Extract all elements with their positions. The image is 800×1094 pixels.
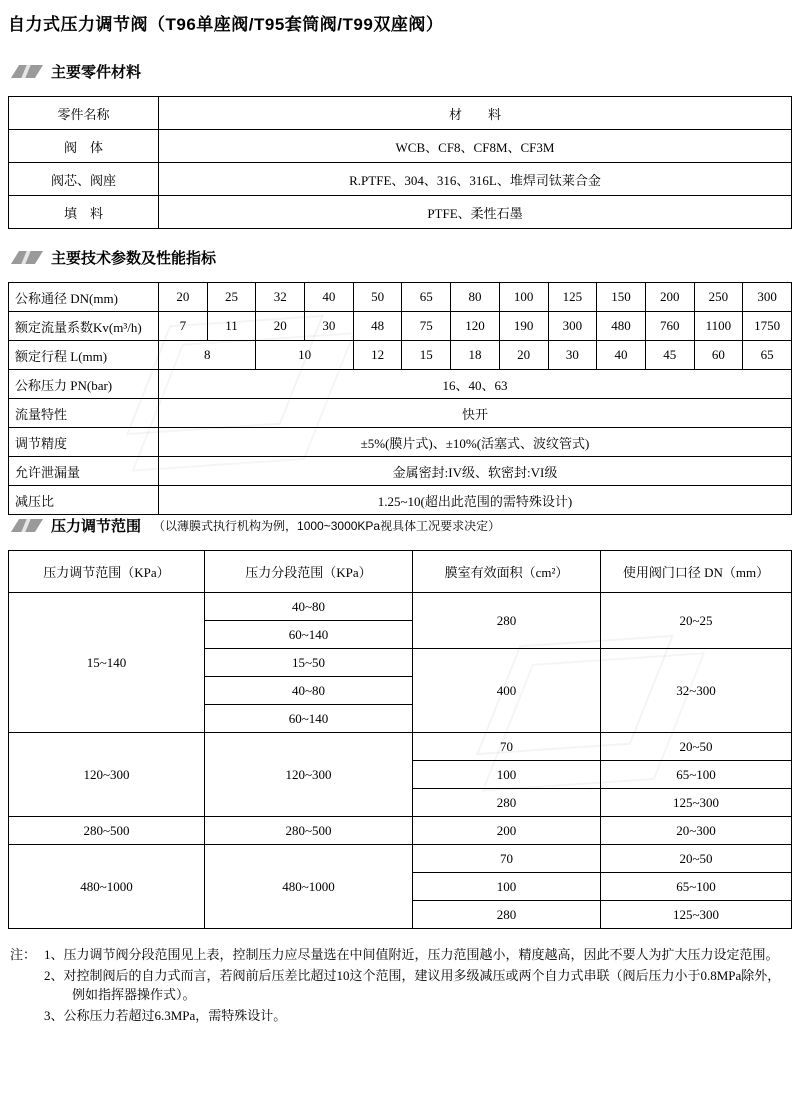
table-cell: PTFE、柔性石墨 [159,196,792,229]
table-cell: WCB、CF8、CF8M、CF3M [159,130,792,163]
table-cell: 1.25~10(超出此范围的需特殊设计) [159,486,792,515]
table-cell: 200 [645,283,694,312]
table-cell: 280~500 [205,817,413,845]
table-cell: 125 [548,283,597,312]
row-label: 额定行程 L(mm) [9,341,159,370]
table-cell: 1100 [694,312,743,341]
table-cell: 20~50 [601,845,792,873]
pressure-range-table [8,550,792,929]
notes-prefix: 注： [10,947,37,962]
table-cell: 40~80 [205,593,413,621]
table-cell: 125~300 [601,789,792,817]
column-header-diaphragm-area: 膜室有效面积（cm²） [413,551,601,593]
table-cell: 8 [159,341,256,370]
table-cell: 150 [597,283,646,312]
table-row [9,457,792,486]
table-cell: 60~140 [205,705,413,733]
table-cell: 60 [694,341,743,370]
column-header-part: 零件名称 [9,97,159,130]
table-cell: 50 [353,283,402,312]
materials-table [8,96,792,229]
column-header-adjust-range: 压力调节范围（KPa） [9,551,205,593]
table-cell: 100 [413,873,601,901]
row-label: 阀 体 [9,130,159,163]
table-cell: 15~50 [205,649,413,677]
table-cell: 200 [413,817,601,845]
table-cell: 20~300 [601,817,792,845]
table-cell: 480~1000 [205,845,413,929]
table-row [9,845,792,873]
section-title-tech: 主要技术参数及性能指标 [51,250,217,267]
table-cell: 15 [402,341,451,370]
row-label: 调节精度 [9,428,159,457]
table-cell: 20 [499,341,548,370]
table-cell: 1750 [743,312,792,341]
table-cell: 65~100 [601,873,792,901]
table-cell: 280 [413,901,601,929]
table-cell: 60~140 [205,621,413,649]
row-label: 公称压力 PN(bar) [9,370,159,399]
section-heading-materials [10,61,792,82]
row-label: 阀芯、阀座 [9,163,159,196]
table-cell: 25 [207,283,256,312]
row-label: 额定流量系数Kv(m³/h) [9,312,159,341]
table-cell: 12 [353,341,402,370]
table-row [9,341,792,370]
table-cell: 120~300 [9,733,205,817]
section-title-materials: 主要零件材料 [51,64,142,81]
table-cell: 300 [743,283,792,312]
table-header-row [9,97,792,130]
row-label: 填 料 [9,196,159,229]
table-cell: 32~300 [601,649,792,733]
table-cell: 280~500 [9,817,205,845]
note-item: 1、压力调节阀分段范围见上表，控制压力应尽量选在中间值附近，压力范围越小，精度越高，因此不要人为扩大压力设定范围。 [44,947,779,962]
table-row [9,428,792,457]
table-cell: 32 [256,283,305,312]
table-cell: 120~300 [205,733,413,817]
table-cell: 100 [499,283,548,312]
table-row [9,130,792,163]
note-item: 2、对控制阀后的自力式而言，若阀前后压差比超过10这个范围，建议用多级减压或两个自力式串联（阀后压力小于0.8MPa除外，例如指挥器操作式）。 [44,968,781,1002]
table-row [9,817,792,845]
table-cell: 125~300 [601,901,792,929]
table-cell: 30 [548,341,597,370]
row-label: 公称通径 DN(mm) [9,283,159,312]
table-cell: 快开 [159,399,792,428]
section-marker-icon [11,65,43,78]
table-cell: 480 [597,312,646,341]
table-row [9,399,792,428]
column-header-valve-dn: 使用阀门口径 DN（mm） [601,551,792,593]
table-cell: 40 [305,283,354,312]
table-cell: 10 [256,341,353,370]
page-title: 自力式压力调节阀（T96单座阀/T95套筒阀/T99双座阀） [8,15,444,34]
table-row [9,370,792,399]
table-cell: 190 [499,312,548,341]
table-cell: 48 [353,312,402,341]
table-cell: 400 [413,649,601,733]
table-row [9,486,792,515]
table-cell: 100 [413,761,601,789]
table-cell: 75 [402,312,451,341]
table-cell: 20 [256,312,305,341]
table-row [9,283,792,312]
row-label: 减压比 [9,486,159,515]
column-header-segment-range: 压力分段范围（KPa） [205,551,413,593]
table-cell: 7 [159,312,208,341]
table-cell: 250 [694,283,743,312]
table-cell: 16、40、63 [159,370,792,399]
table-cell: 45 [645,341,694,370]
row-label: 流量特性 [9,399,159,428]
table-cell: 80 [451,283,500,312]
table-cell: 40~80 [205,677,413,705]
table-cell: 65 [743,341,792,370]
table-cell: 280 [413,593,601,649]
note-items [44,945,792,1027]
section-marker-icon [11,251,43,264]
table-cell: 20~50 [601,733,792,761]
table-cell: 760 [645,312,694,341]
table-row [9,312,792,341]
table-cell: 20~25 [601,593,792,649]
table-cell: 65~100 [601,761,792,789]
table-cell: 18 [451,341,500,370]
table-cell: 40 [597,341,646,370]
tech-params-table [8,282,792,515]
table-cell: 20 [159,283,208,312]
table-cell: 70 [413,845,601,873]
table-row [9,196,792,229]
row-label: 允许泄漏量 [9,457,159,486]
section-marker-icon [11,519,43,532]
section-heading-tech [10,247,792,268]
table-cell: R.PTFE、304、316、316L、堆焊司钛莱合金 [159,163,792,196]
table-cell: 30 [305,312,354,341]
table-cell: 金属密封:IV级、软密封:VI级 [159,457,792,486]
table-cell: 280 [413,789,601,817]
table-cell: 11 [207,312,256,341]
note-item: 3、公称压力若超过6.3MPa，需特殊设计。 [44,1008,287,1023]
notes [8,945,792,1027]
table-row [9,163,792,196]
table-cell: 480~1000 [9,845,205,929]
table-cell: 65 [402,283,451,312]
table-header-row [9,551,792,593]
section-heading-pressure [10,515,792,536]
table-cell: ±5%(膜片式)、±10%(活塞式、波纹管式) [159,428,792,457]
section-title-pressure: 压力调节范围 [51,518,142,535]
table-cell: 15~140 [9,593,205,733]
table-cell: 300 [548,312,597,341]
section-subtitle-pressure: （以薄膜式执行机构为例，1000~3000KPa视具体工况要求决定） [153,519,501,533]
table-row [9,593,792,621]
table-row [9,733,792,761]
table-cell: 120 [451,312,500,341]
table-cell: 70 [413,733,601,761]
column-header-material: 材 料 [159,97,792,130]
